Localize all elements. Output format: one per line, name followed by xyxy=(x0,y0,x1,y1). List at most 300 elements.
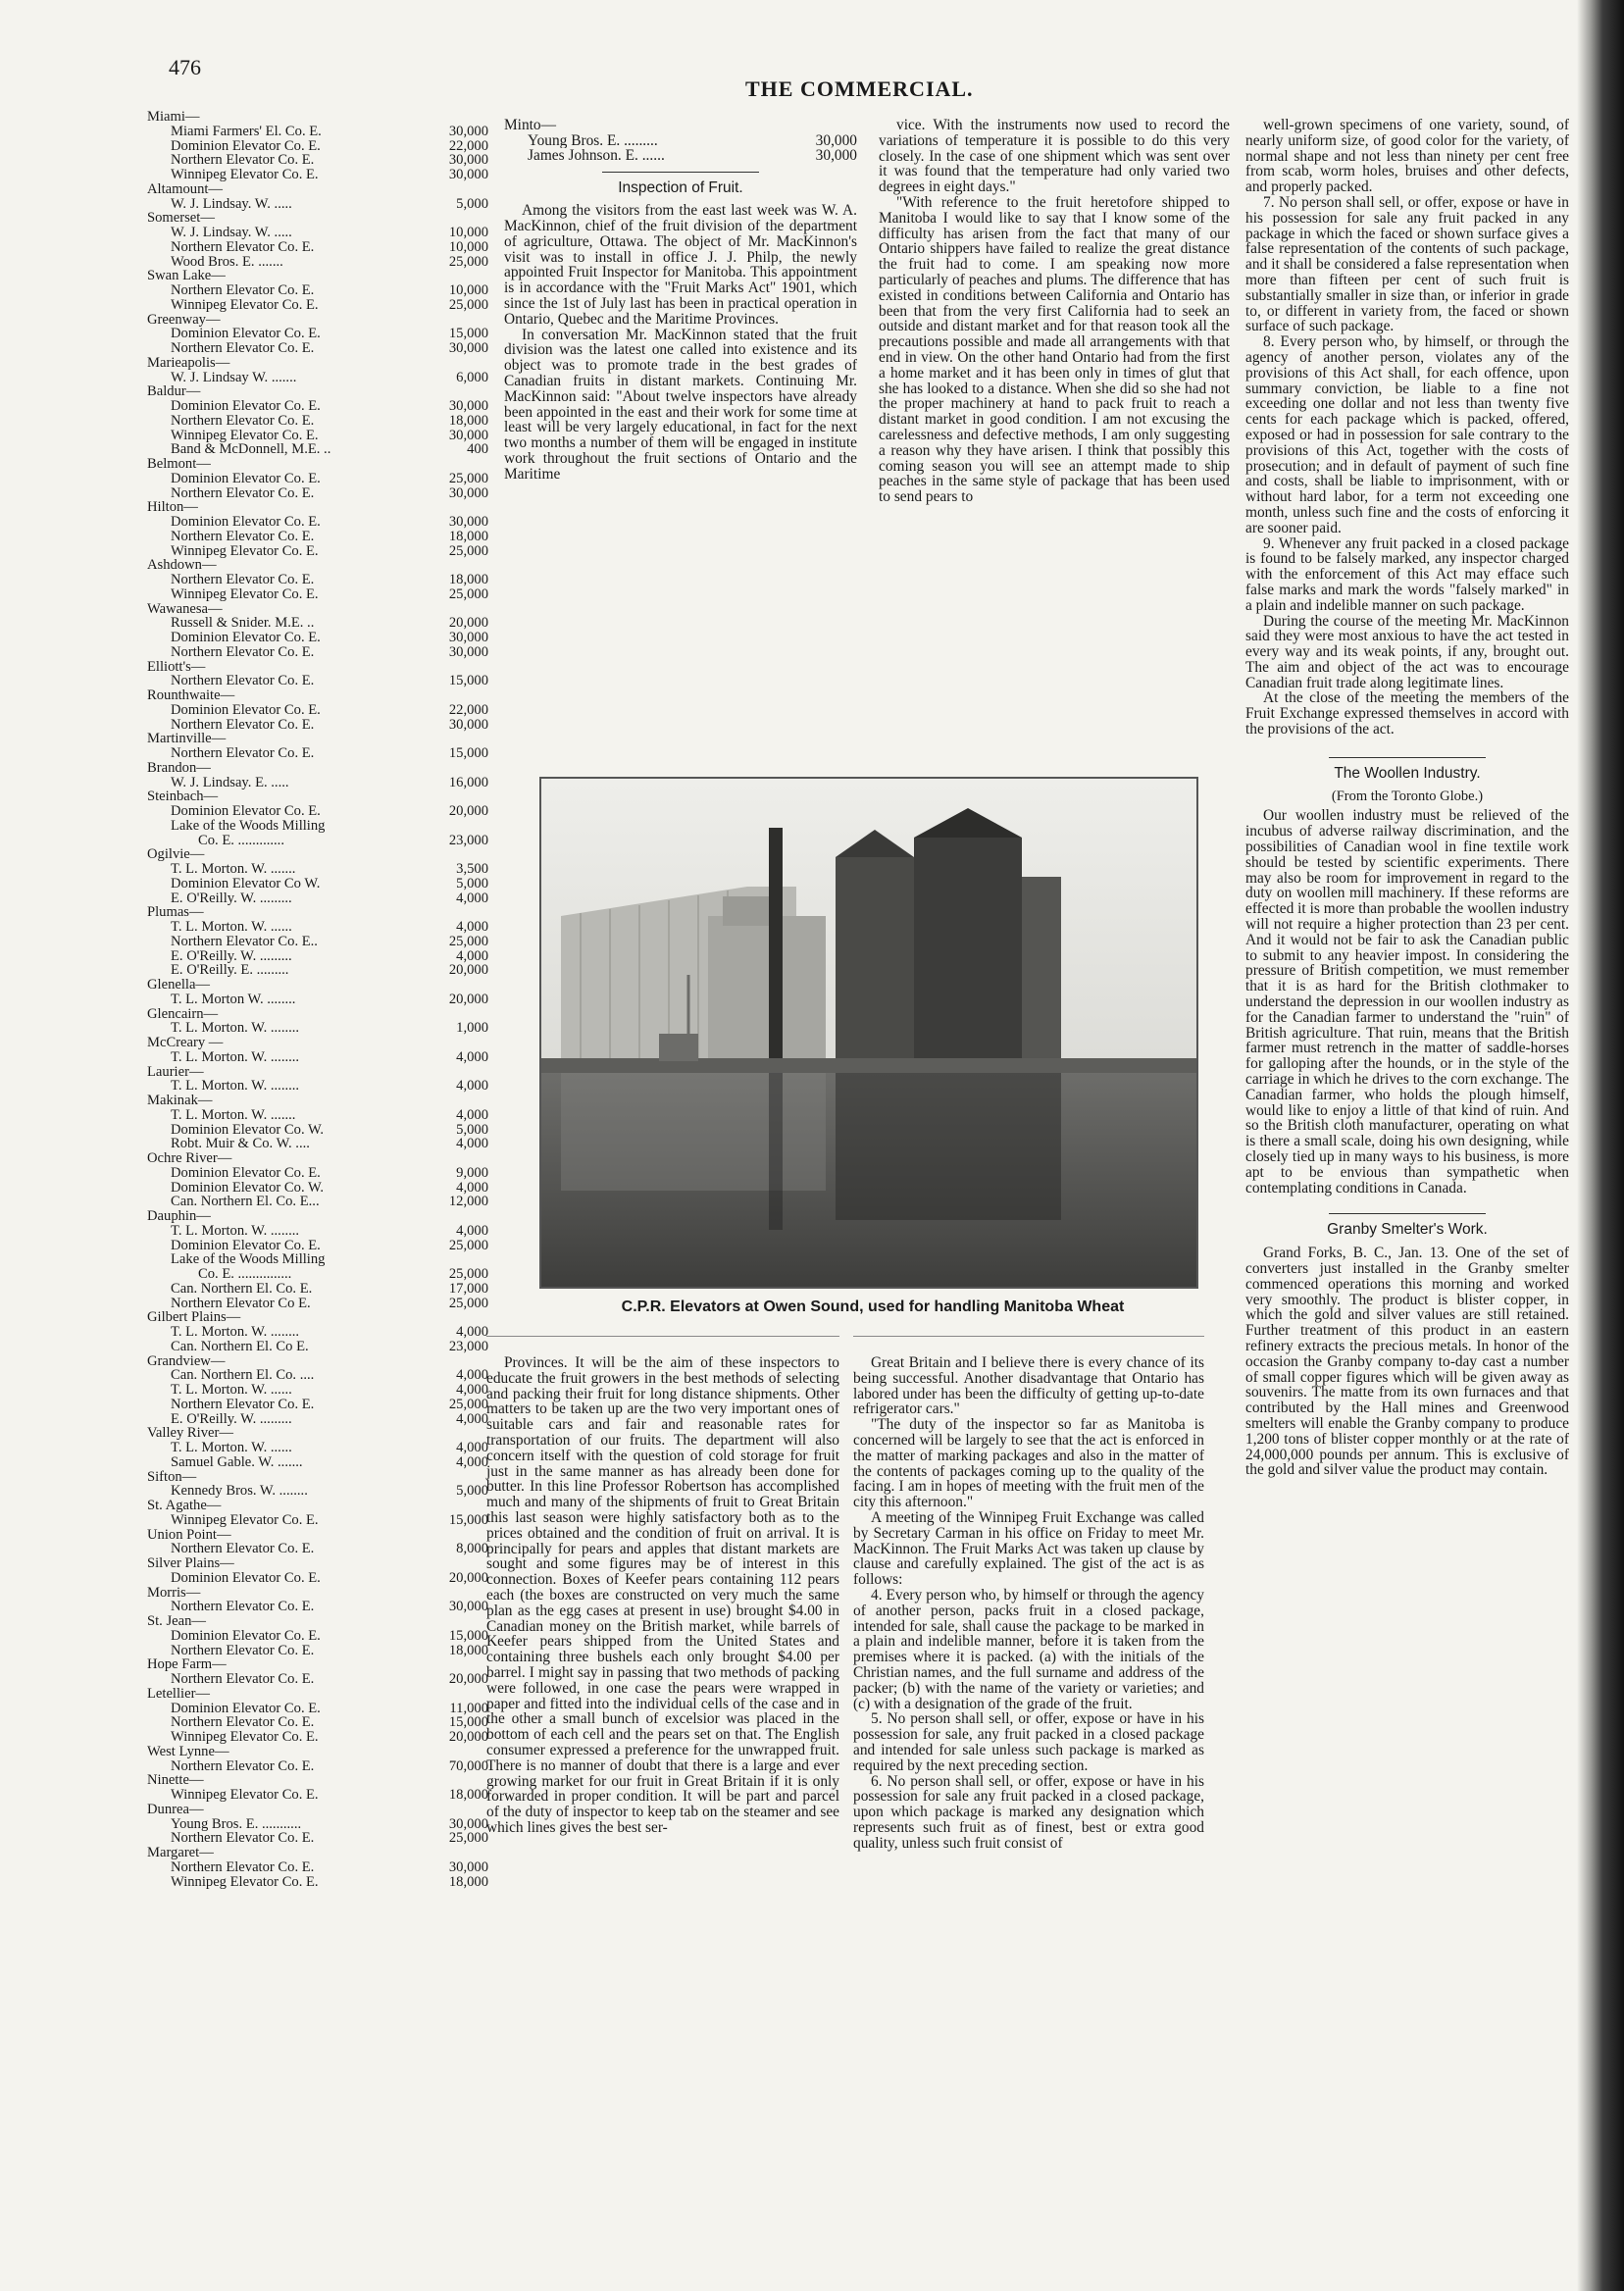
entry-amount: 20,000 xyxy=(448,1569,488,1586)
entry-name: Lake of the Woods Milling xyxy=(171,1252,326,1267)
list-item xyxy=(147,804,488,819)
entry-amount: 30,000 xyxy=(448,167,488,182)
paragraph: vice. With the instruments now used to record the variations of temperature it is possible to do this very closely. In the case of one shipment which was sent over it was found that the temperature had only varied two degrees in eight days." xyxy=(879,117,1230,196)
entry-amount: 22,000 xyxy=(448,701,488,718)
list-item xyxy=(147,1715,488,1730)
entry-name: Kennedy Bros. W. ........ xyxy=(171,1484,308,1499)
divider xyxy=(1329,1213,1486,1214)
paragraph: 5. No person shall sell, or offer, expose or have in his possession for sale, any fruit packed in a closed package and intended for sale unless such package is marked as required by the next preceding section. xyxy=(853,1710,1204,1774)
article-source: (From the Toronto Globe.) xyxy=(1331,788,1484,804)
entry-amount: 18,000 xyxy=(448,528,488,544)
entry-name: E. O'Reilly. W. ......... xyxy=(171,891,292,906)
list-item xyxy=(147,1513,488,1528)
entry-name: T. L. Morton. W. ....... xyxy=(171,1107,296,1123)
entry-name: E. O'Reilly. E. ......... xyxy=(171,963,289,978)
list-item xyxy=(147,1412,488,1427)
entry-amount: 5,000 xyxy=(456,195,488,212)
entry-amount: 70,000 xyxy=(448,1757,488,1774)
entry-amount: 4,000 xyxy=(456,1440,488,1455)
list-item xyxy=(147,1398,488,1412)
town-name: Rounthwaite— xyxy=(147,687,235,703)
entry-name: Northern Elevator Co. E. xyxy=(171,746,315,761)
town-name: Morris— xyxy=(147,1584,201,1601)
entry-name: Dominion Elevator Co. E. xyxy=(171,327,321,341)
entry-amount: 4,000 xyxy=(456,1222,488,1239)
entry-amount: 22,000 xyxy=(448,137,488,154)
entry-amount: 8,000 xyxy=(456,1541,488,1557)
list-item xyxy=(147,1542,488,1556)
list-item xyxy=(147,255,488,270)
entry-amount: 400 xyxy=(467,441,488,458)
list-item xyxy=(147,1672,488,1687)
town-name: Marieapolis— xyxy=(147,354,230,371)
entry-amount: 20,000 xyxy=(448,991,488,1007)
entry-amount: 5,000 xyxy=(456,1483,488,1500)
town-name: Makinak— xyxy=(147,1093,213,1108)
town-name: McCreary — xyxy=(147,1035,224,1050)
list-item xyxy=(147,1368,488,1383)
entry-amount: 9,000 xyxy=(456,1164,488,1181)
list-item xyxy=(147,226,488,240)
town-name: Laurier— xyxy=(147,1063,204,1080)
list-item xyxy=(147,1831,488,1846)
entry-name: Young Bros. E. ......... xyxy=(528,132,658,148)
masthead: THE COMMERCIAL. xyxy=(745,76,974,101)
town-name: Greenway— xyxy=(147,311,221,328)
article-heading: Inspection of Fruit. xyxy=(618,178,743,196)
entry-amount: 30,000 xyxy=(448,514,488,530)
list-item xyxy=(147,1267,488,1282)
entry-name: Northern Elevator Co. E. xyxy=(171,674,315,688)
entry-amount: 25,000 xyxy=(448,1295,488,1311)
elevator-photograph xyxy=(539,777,1198,1289)
town-name: Silver Plains— xyxy=(147,1555,234,1571)
list-item xyxy=(147,1297,488,1311)
entry-name: Northern Elevator Co. E. xyxy=(171,153,315,168)
entry-name: Dominion Elevator Co. E. xyxy=(171,399,321,414)
entry-amount: 17,000 xyxy=(448,1280,488,1297)
town-name: Hope Farm— xyxy=(147,1656,227,1673)
entry-name: Dominion Elevator Co. E. xyxy=(171,1628,321,1644)
list-item xyxy=(147,371,488,385)
list-item xyxy=(147,414,488,429)
town-name: Plumas— xyxy=(147,904,204,921)
paragraph: 7. No person shall sell, or offer, expose or have in his possession for sale any fruit packed in any package in which the faced or shown surface gives a false representation of the contents of such package, and it shall be considered a false representation when more than fifteen per cent of such fruit is substantially smaller in size than, or inferior in grade to, or different in variety from, the faced or shown surface of such package. xyxy=(1245,193,1569,335)
entry-name: Northern Elevator Co. E. xyxy=(171,1600,315,1614)
list-item xyxy=(147,1252,488,1267)
entry-amount: 4,000 xyxy=(456,890,488,906)
list-item xyxy=(147,1860,488,1875)
paragraph: 6. No person shall sell, or offer, expose or have in his possession for sale any fruit packed in a closed package, upon which package is marked any designation which represents such fruit as of finest, best or extra good quality, unless such fruit consist of xyxy=(853,1772,1204,1852)
list-item xyxy=(147,486,488,501)
entry-amount: 30,000 xyxy=(448,643,488,660)
list-item xyxy=(147,746,488,761)
list-item xyxy=(147,1644,488,1658)
entry-amount: 20,000 xyxy=(448,962,488,979)
entry-amount: 4,000 xyxy=(456,1324,488,1340)
list-item xyxy=(504,148,857,164)
list-item xyxy=(147,587,488,602)
paragraph: 8. Every person who, by himself, or through the agency of another person, violates any of the provisions of this Act shall, for each offence, upon summary conviction, be liable to a fine not exceeding one dollar and not less than twenty five cents for each package which is packed, offered, exposed or had in possession for sale contrary to the provisions of this Act, together with the costs of prosecution; and in default of payment of such fine and costs, shall be liable to imprisonment, with or without hard labor, for a term not exceeding one month, unless such fine and the costs of enforcing it are sooner paid. xyxy=(1245,333,1569,536)
entry-amount: 25,000 xyxy=(448,470,488,486)
entry-amount: 11,000 xyxy=(449,1700,488,1716)
entry-name: Dominion Elevator Co. E. xyxy=(171,471,321,486)
town-name: Margaret— xyxy=(147,1845,214,1860)
list-item xyxy=(147,891,488,906)
entry-amount: 30,000 xyxy=(448,1599,488,1615)
list-item xyxy=(147,1788,488,1803)
entry-name: Northern Elevator Co. E. xyxy=(171,1758,315,1774)
entry-amount: 30,000 xyxy=(448,427,488,443)
list-item xyxy=(147,1123,488,1138)
inspection-col4-text xyxy=(1245,118,1569,738)
entry-name: Northern Elevator Co. E. xyxy=(171,1715,315,1730)
list-item xyxy=(147,341,488,356)
entry-amount: 30,000 xyxy=(448,1858,488,1875)
list-item xyxy=(147,544,488,559)
entry-amount xyxy=(426,819,488,834)
entry-name: Dominion Elevator Co. E. xyxy=(171,1701,321,1716)
entry-name: W. J. Lindsay W. ....... xyxy=(171,370,297,385)
entry-amount: 15,000 xyxy=(448,745,488,761)
town-name: Steinbach— xyxy=(147,789,219,805)
minto-list xyxy=(504,118,857,164)
paragraph: Great Britain and I believe there is every chance of its being successful. Another disadvantage that Ontario has labored under has been the difficulty of getting up-to-date refrigerator cars." xyxy=(853,1354,1204,1418)
entry-name: Northern Elevator Co. E. xyxy=(171,644,315,660)
paragraph: "The duty of the inspector so far as Manitoba is concerned will be largely to see that the act is enforced in the matter of marking packages and also in the matter of the contents of packages coming up to the quality of the facing. I am in hopes of meeting with the fruit men of the city this afternoon." xyxy=(853,1416,1204,1511)
town-name: Altamount— xyxy=(147,180,224,197)
town-name: Baldur— xyxy=(147,383,201,400)
entry-name: Winnipeg Elevator Co. E. xyxy=(171,1874,319,1890)
entry-name: Dominion Elevator Co. E. xyxy=(171,804,321,819)
list-item xyxy=(147,1875,488,1890)
list-item xyxy=(147,616,488,631)
entry-name: Dominion Elevator Co. W. xyxy=(171,1180,325,1196)
entry-amount: 20,000 xyxy=(448,615,488,632)
entry-amount: 30,000 xyxy=(448,340,488,356)
entry-amount: 4,000 xyxy=(456,1382,488,1398)
list-item xyxy=(147,1340,488,1354)
list-item xyxy=(147,1282,488,1297)
list-item xyxy=(147,645,488,660)
list-item xyxy=(147,1181,488,1196)
entry-name: T. L. Morton W. ........ xyxy=(171,992,296,1007)
entry-amount: 5,000 xyxy=(456,1121,488,1138)
town-name: Ninette— xyxy=(147,1772,204,1789)
paragraph: Provinces. It will be the aim of these inspectors to educate the fruit growers in the best methods of selecting and packing their fruit for long distance shipments. Other matters to be taken up are the two very important ones of suitable cars and fair and reasonable rates for transportation of our fruits. The department will also concern itself with the question of cold storage for fruit just in the same manner as has already been done for butter. In this line Professor Robertson has accomplished much and many of the shipments of fruit to Great Britain this last season were highly satisfactory both as to the prices obtained and the condition of fruit on arrival. It is principally for pears and apples that distant markets are sought and some figures may be of interest in this connection. Boxes of Keefer pears containing 112 pears each (the boxes are constructed on very much the same plan as the egg cases at present in use) brought $4.00 in Canadian money on the British market, while barrels of Keefer pears shipped from the United States and containing three bushels each only brought $4.00 per barrel. I might say in passing that two methods of packing were followed, in one case the pears were wrapped in paper and fitted into the individual cells of the case and in the other a small bunch of excelsior was placed in the bottom of each cell and the pears set on that. The English consumer expressed a preference for the unwrapped fruit. There is no manner of doubt that there is a large and ever growing market for our fruit in Great Britain if it is only forwarded in proper condition. It will be part and parcel of the duty of inspector to keep tab on the steamer and see which lines gives the best ser- xyxy=(486,1354,839,1836)
entry-amount: 16,000 xyxy=(448,774,488,790)
list-item xyxy=(147,168,488,182)
list-item xyxy=(147,429,488,443)
inspection-col3-text xyxy=(879,118,1230,505)
entry-name: Northern Elevator Co. E. xyxy=(171,717,315,733)
entry-name: Co. E. ............... xyxy=(198,1267,292,1282)
entry-name: Northern Elevator Co E. xyxy=(171,1296,311,1311)
entry-name: Samuel Gable. W. ....... xyxy=(171,1454,303,1470)
list-item xyxy=(147,1383,488,1398)
list-item xyxy=(147,1195,488,1209)
entry-amount: 4,000 xyxy=(456,1179,488,1196)
town-name: Glenella— xyxy=(147,977,211,993)
list-item xyxy=(147,573,488,587)
town-name: Dauphin— xyxy=(147,1208,211,1224)
town-name: Ogilvie— xyxy=(147,846,205,863)
entry-name: T. L. Morton. W. ........ xyxy=(171,1021,300,1036)
entry-name: Winnipeg Elevator Co. E. xyxy=(171,297,319,313)
list-item xyxy=(147,399,488,414)
entry-name: Dominion Elevator Co. W. xyxy=(171,1122,325,1138)
town-name: Valley River— xyxy=(147,1425,233,1442)
entry-amount: 25,000 xyxy=(448,933,488,949)
entry-amount: 15,000 xyxy=(448,1511,488,1528)
entry-name: Can. Northern El. Co. E. xyxy=(171,1281,313,1297)
entry-amount: 30,000 xyxy=(815,147,857,164)
paragraph: At the close of the meeting the members of the Fruit Exchange expressed themselves in accord with the provisions of the act. xyxy=(1245,689,1569,738)
list-item xyxy=(147,153,488,168)
entry-name: Young Bros. E. ........... xyxy=(171,1816,302,1832)
entry-amount: 20,000 xyxy=(448,803,488,819)
column-3-upper xyxy=(879,118,1230,505)
list-item xyxy=(147,1137,488,1151)
entry-name: Winnipeg Elevator Co. E. xyxy=(171,428,319,443)
entry-amount: 4,000 xyxy=(456,1136,488,1152)
divider xyxy=(486,1336,839,1337)
entry-name: Northern Elevator Co. E. xyxy=(171,529,315,544)
paragraph: Our woollen industry must be relieved of the incubus of adverse railway discrimination, and the possibilities of Canadian wool in fine textile work should be tested by scientific experiments. There may also be room for improvement in regard to the duty on woollen mill machinery. If these reforms are effected it is more than probable the woollen industry will not require a higher protection than 23 per cent. And it would not be fair to ask the Canadian public to submit to any heavier impost. In considering the pressure of British competition, we must remember that it is as hard for the British clothmaker to understand the depression in our woollen industry as for the Canadian farmer to understand the "ruin" of British agriculture. That ruin, means that the British farmer must retrench in the matter of saddle-horses for galloping after the hounds, or in the style of the carriage in which he drives to the corn exchange. The Canadian farmer, who holds the plough himself, would like to enjoy a little of that kind of ruin. And so the British cloth manufacturer, operating on what is there a small scale, doing his own designing, while closely tied up in many ways to his business, is more apt to be envious than sympathetic when contemplating conditions in Canada. xyxy=(1245,807,1569,1196)
column-3-lower xyxy=(853,1355,1204,1852)
entry-name: Northern Elevator Co. E. xyxy=(171,485,315,501)
list-item xyxy=(147,197,488,212)
list-item xyxy=(504,133,857,149)
list-item xyxy=(147,1571,488,1586)
photo-caption: C.P.R. Elevators at Owen Sound, used for handling Manitoba Wheat xyxy=(621,1298,1125,1315)
list-item xyxy=(147,1730,488,1745)
divider xyxy=(1329,757,1486,758)
entry-name: T. L. Morton. W. ........ xyxy=(171,1079,300,1094)
entry-name: Wood Bros. E. ....... xyxy=(171,254,283,270)
entry-amount: 4,000 xyxy=(456,947,488,964)
list-item xyxy=(147,674,488,688)
entry-amount: 5,000 xyxy=(456,875,488,891)
list-item xyxy=(147,240,488,255)
entry-amount: 25,000 xyxy=(448,1830,488,1847)
entry-amount: 4,000 xyxy=(456,1048,488,1065)
town-name: Sifton— xyxy=(147,1468,197,1485)
town-name: Miami— xyxy=(147,109,200,125)
list-item xyxy=(147,1817,488,1832)
entry-name: T. L. Morton. W. ...... xyxy=(171,1383,292,1398)
list-item xyxy=(147,515,488,530)
entry-name: Can. Northern El. Co. .... xyxy=(171,1368,315,1383)
column-2-upper xyxy=(504,118,857,483)
entry-amount: 18,000 xyxy=(448,1787,488,1803)
entry-name: Winnipeg Elevator Co. E. xyxy=(171,1512,319,1528)
town-name: Glencairn— xyxy=(147,1005,219,1022)
entry-amount: 10,000 xyxy=(448,225,488,240)
entry-name: Dominion Elevator Co. E. xyxy=(171,702,321,718)
entry-name: Northern Elevator Co. E. xyxy=(171,1643,315,1658)
entry-name: Robt. Muir & Co. W. .... xyxy=(171,1137,310,1151)
entry-name: T. L. Morton. W. ........ xyxy=(171,1049,300,1065)
entry-name: T. L. Morton. W. ........ xyxy=(171,1325,300,1340)
paragraph: 9. Whenever any fruit packed in a closed package is found to be falsely marked, any inspector charged with the enforcement of this Act may efface such false marks and mark the words "falsely marked" in a plain and indelible manner on such package. xyxy=(1245,535,1569,614)
entry-amount: 4,000 xyxy=(456,1367,488,1384)
entry-name: Band & McDonnell, M.E. .. xyxy=(171,442,331,457)
entry-amount: 25,000 xyxy=(448,585,488,602)
list-item xyxy=(147,963,488,978)
list-item xyxy=(147,298,488,313)
entry-amount: 30,000 xyxy=(815,131,857,149)
town-name: Gilbert Plains— xyxy=(147,1309,241,1326)
entry-amount: 15,000 xyxy=(448,326,488,342)
entry-amount: 12,000 xyxy=(448,1194,488,1210)
town-name: Union Point— xyxy=(147,1526,231,1543)
page-edge xyxy=(1577,0,1624,2291)
entry-name: T. L. Morton. W. ...... xyxy=(171,1441,292,1455)
entry-amount: 18,000 xyxy=(448,1873,488,1890)
entry-name: Northern Elevator Co. E. xyxy=(171,1672,315,1687)
paragraph: Grand Forks, B. C., Jan. 13. One of the set of converters just installed in the Granby smelter commenced operations this morning and worked very smoothly. The product is blister copper, in which the gold and silver values are still retained. Further treatment of this product in an eastern refinery extracts the precious metals. In honor of the occasion the Granby company to-day cast a number of small copper figures which will be given away as souvenirs. The matte from its own furnaces and that contributed by the Hall mines and Greenwood smelters will enable the Granby company to produce 1,200 tons of blister copper monthly or at the rate of 24,000,000 pounds per annum. This is exclusive of the gold and silver value the product may contain. xyxy=(1245,1245,1569,1479)
list-item xyxy=(147,327,488,341)
entry-amount: 4,000 xyxy=(456,1410,488,1427)
entry-amount: 20,000 xyxy=(448,1729,488,1745)
town-name: Letellier— xyxy=(147,1685,211,1702)
paragraph: In conversation Mr. MacKinnon stated that the fruit division was the latest one called into existence and its object was to promote trade in the best grades of Canadian fruits in distant markets. Continuing Mr. MacKinnon said: "About twelve inspectors have already been appointed in the east and their work for some time at least will be very largely educational, in fact for the next two months a number of them will be engaged in institute work throughout the fruit sections of Ontario and the Maritime xyxy=(504,326,857,483)
list-item xyxy=(147,877,488,891)
list-item xyxy=(147,530,488,544)
inspection-col3b-text xyxy=(853,1355,1204,1852)
entry-name: E. O'Reilly. W. ......... xyxy=(171,1411,292,1427)
entry-name: Northern Elevator Co. E. xyxy=(171,1859,315,1875)
town-name: St. Agathe— xyxy=(147,1498,222,1513)
entry-name: Winnipeg Elevator Co. E. xyxy=(171,168,319,182)
town-name: Grandview— xyxy=(147,1352,226,1369)
entry-name: Northern Elevator Co. E. xyxy=(171,1831,315,1846)
town-name: Elliott's— xyxy=(147,658,206,675)
entry-amount: 6,000 xyxy=(456,369,488,385)
entry-name: James Johnson. E. ...... xyxy=(528,148,665,164)
list-item xyxy=(147,834,488,848)
entry-name: Northern Elevator Co. E. xyxy=(171,1542,315,1556)
list-item xyxy=(147,920,488,935)
list-item xyxy=(147,949,488,964)
list-item xyxy=(147,993,488,1007)
town-name: Ashdown— xyxy=(147,557,217,574)
entry-amount: 30,000 xyxy=(448,630,488,645)
paragraph: Among the visitors from the east last week was W. A. MacKinnon, chief of the fruit division of the department of agriculture, Ottawa. The object of Mr. MacKinnon's visit was to install in office J. J. Philp, the newly appointed Fruit Inspector for Manitoba. This appointment is in accordance with the "Fruit Marks Act" 1901, which since the 1st of July last has been in practical operation in Ontario, Quebec and the Maritime Provinces. xyxy=(504,202,857,328)
list-item xyxy=(147,1759,488,1774)
town-name: Belmont— xyxy=(147,456,211,472)
elevator-list xyxy=(147,110,488,1889)
entry-amount: 4,000 xyxy=(456,919,488,935)
divider xyxy=(853,1336,1204,1337)
entry-amount: 25,000 xyxy=(448,1396,488,1412)
list-item xyxy=(147,1079,488,1094)
entry-name: W. J. Lindsay. E. ..... xyxy=(171,775,289,790)
list-item xyxy=(147,1239,488,1253)
entry-amount: 10,000 xyxy=(448,282,488,298)
divider xyxy=(602,172,759,173)
entry-amount: 23,000 xyxy=(448,832,488,848)
woollen-text xyxy=(1245,808,1569,1196)
entry-name: T. L. Morton. W. ...... xyxy=(171,920,292,935)
town-name: Swan Lake— xyxy=(147,268,226,284)
entry-name: Northern Elevator Co. E. xyxy=(171,573,315,587)
list-item xyxy=(147,1021,488,1036)
town-name: Hilton— xyxy=(147,499,198,516)
entry-name: Dominion Elevator Co. E. xyxy=(171,138,321,154)
entry-amount: 25,000 xyxy=(448,1237,488,1253)
list-item xyxy=(147,1050,488,1065)
paragraph: 4. Every person who, by himself or through the agency of another person, packs fruit in a closed package, intended for sale, shall cause the package to be marked in a plain and indelible manner, before it is taken from the premises where it is packed. (a) with the initials of the Christian names, and the full surname and address of the packer; (b) with the name of the variety or varieties; and (c) with a designation of the grade of the fruit. xyxy=(853,1586,1204,1712)
paragraph: "With reference to the fruit heretofore shipped to Manitoba I would like to say that I know some of the difficulty has arisen from the fact that many of our Ontario shippers have failed to realize the great distance the fruit had to come. I am speaking now more particularly of peaches and plums. The difference that has existed in conditions between California and Ontario has been that from the very first California had to seek an outside and distant market and for that reason took all the precautions possible and made all arrangements with that end in view. On the other hand Ontario had from the first a home market and it has been only in times of glut that she has looked to a distance. When she did so she had not the proper machinery at hand to pack fruit to reach a distant market in good condition. I am not excusing the carelessness and defective methods, I am only suggesting a reason why they have arisen. I think that possibly this coming season you will see an attempt made to ship peaches in the same style of package that has been used to send pears to xyxy=(879,193,1230,506)
entry-name: Northern Elevator Co. E. xyxy=(171,413,315,429)
entry-amount: 30,000 xyxy=(448,716,488,733)
entry-amount: 4,000 xyxy=(456,1453,488,1470)
entry-amount: 20,000 xyxy=(448,1671,488,1687)
inspection-col2-text xyxy=(504,203,857,482)
list-item xyxy=(147,1600,488,1614)
list-item xyxy=(147,776,488,790)
town-name: Wawanesa— xyxy=(147,600,223,617)
paragraph: A meeting of the Winnipeg Fruit Exchange was called by Secretary Carman in his office on Friday to meet Mr. MacKinnon. The Fruit Marks Act was taken up clause by clause and carefully explained. The gist of the act is as follows: xyxy=(853,1508,1204,1589)
list-item xyxy=(147,862,488,877)
list-item xyxy=(147,1108,488,1123)
list-item xyxy=(147,283,488,298)
column-4 xyxy=(1245,118,1569,1478)
list-item xyxy=(147,472,488,486)
list-item xyxy=(147,125,488,139)
entry-name: Northern Elevator Co. E. xyxy=(171,341,315,356)
list-item xyxy=(147,1441,488,1455)
entry-amount: 15,000 xyxy=(448,1714,488,1731)
article-heading: Granby Smelter's Work. xyxy=(1327,1221,1488,1239)
entry-amount: 3,500 xyxy=(456,861,488,877)
entry-amount: 30,000 xyxy=(448,1815,488,1832)
entry-name: Dominion Elevator Co. E. xyxy=(171,631,321,645)
entry-amount: 30,000 xyxy=(448,152,488,169)
entry-name: Northern Elevator Co. E. xyxy=(171,239,315,255)
entry-amount: 25,000 xyxy=(448,542,488,559)
list-item xyxy=(147,1166,488,1181)
inspection-col2b-text xyxy=(486,1355,839,1836)
entry-amount: 10,000 xyxy=(448,238,488,255)
entry-name: T. L. Morton. W. ........ xyxy=(171,1223,300,1239)
entry-amount: 30,000 xyxy=(448,484,488,501)
entry-amount: 15,000 xyxy=(448,1627,488,1644)
entry-amount: 15,000 xyxy=(448,673,488,689)
town-name: Ochre River— xyxy=(147,1150,232,1166)
column-2-lower xyxy=(486,1355,839,1836)
entry-name: Northern Elevator Co. E.. xyxy=(171,934,318,949)
entry-amount: 30,000 xyxy=(448,123,488,139)
town-name: West Lynne— xyxy=(147,1743,229,1759)
entry-name: Northern Elevator Co. E. xyxy=(171,283,315,298)
list-item xyxy=(147,1702,488,1716)
entry-amount: 4,000 xyxy=(456,1078,488,1095)
entry-name: W. J. Lindsay. W. ..... xyxy=(171,226,292,240)
town-name: Somerset— xyxy=(147,210,215,227)
list-item xyxy=(147,819,488,834)
paragraph: During the course of the meeting Mr. MacKinnon said they were most anxious to have the act tested in every way and its weak points, if any, brought out. The aim and object of the act was to encourage Canadian fruit trade along legitimate lines. xyxy=(1245,612,1569,691)
entry-amount: 18,000 xyxy=(448,412,488,429)
entry-amount: 25,000 xyxy=(448,1266,488,1282)
entry-amount: 25,000 xyxy=(448,253,488,270)
entry-name: Northern Elevator Co. E. xyxy=(171,1397,315,1412)
entry-name: Dominion Elevator Co. E. xyxy=(171,1238,321,1253)
paragraph: well-grown specimens of one variety, sound, of nearly uniform size, of good color for the variety, of normal shape and not less than ninety per cent free from scab, worm holes, bruises and other defects, and properly packed. xyxy=(1245,117,1569,196)
list-item xyxy=(147,139,488,154)
